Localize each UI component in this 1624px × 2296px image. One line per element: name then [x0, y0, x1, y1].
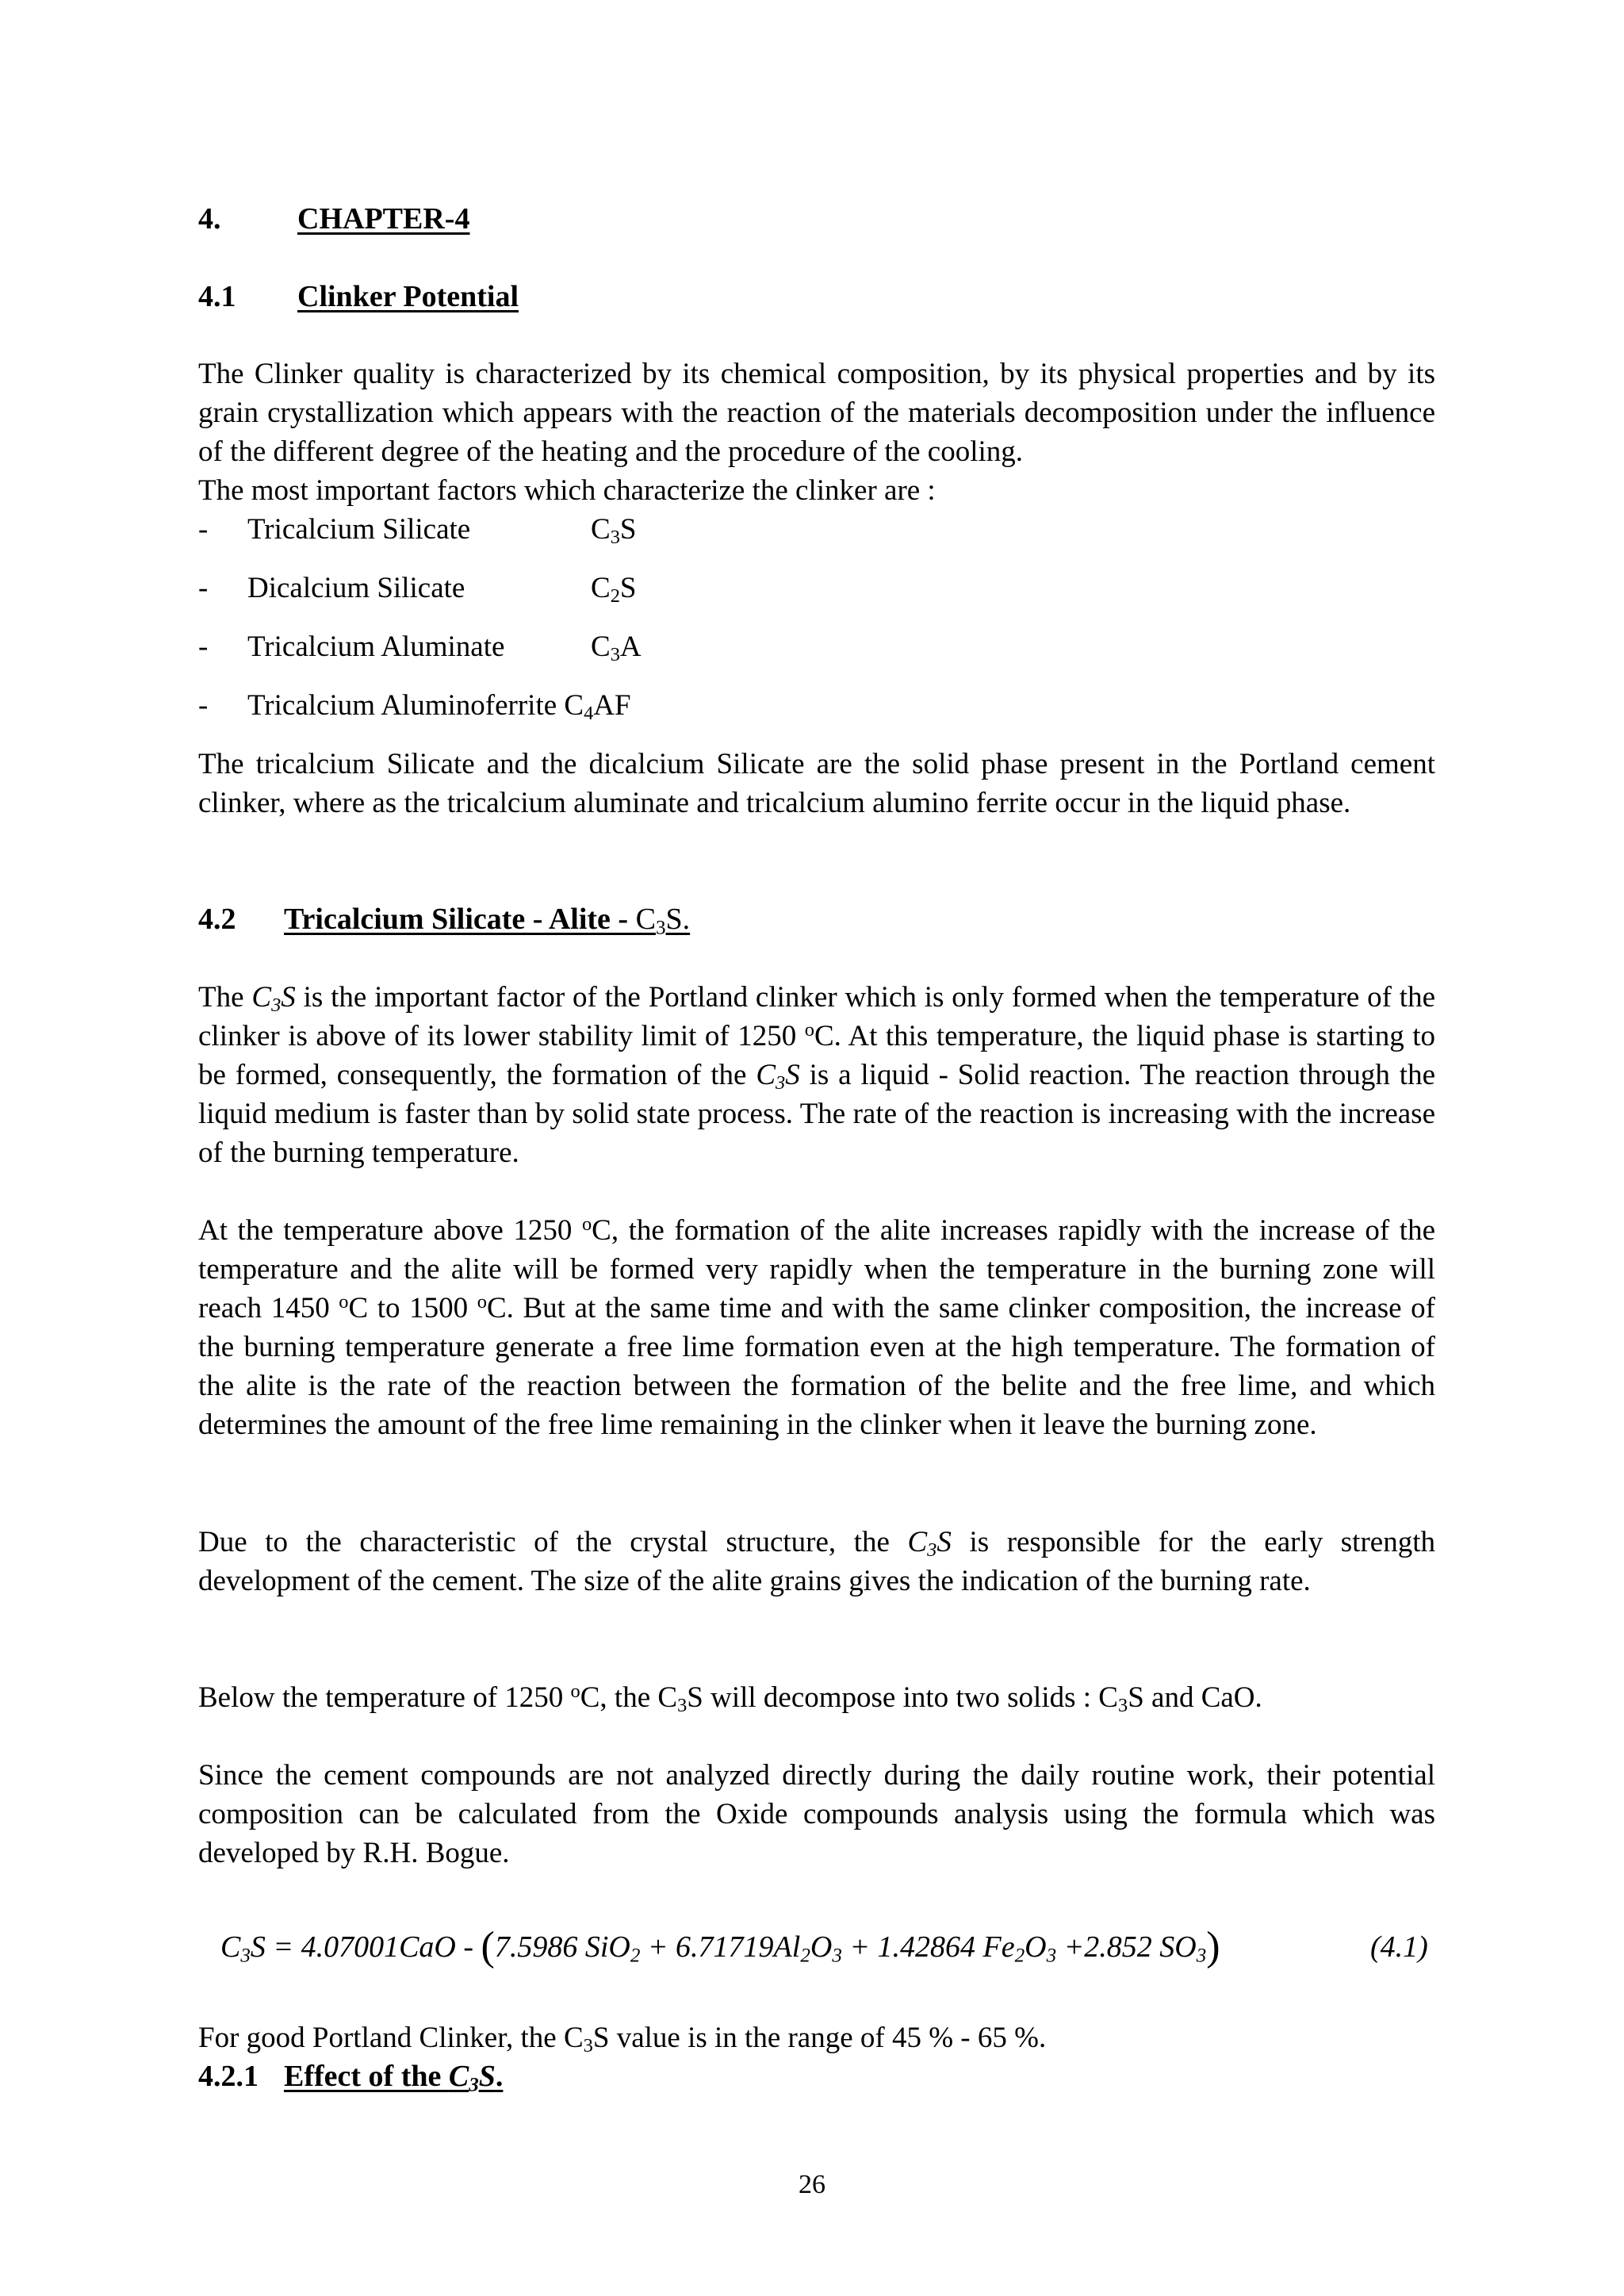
section-4-2-number: 4.2	[198, 903, 236, 936]
section-4-2-1-number: 4.2.1	[198, 2060, 259, 2093]
page-number: 26	[799, 2170, 825, 2199]
crystal-structure-paragraph: Due to the characteristic of the crystal structure, the $C_3S$ is responsible for the early strength development of the cement. The size of the alite grains gives the indication of the burning rate.	[198, 1526, 1435, 1597]
chapter-number: 4.	[198, 202, 221, 236]
c3s-range-text: For good Portland Clinker, the $C_3S$ value is in the range of 45 % - 65 %.	[198, 2022, 1047, 2057]
section-4-1-number: 4.1	[198, 280, 236, 313]
alite-formation-paragraph: The $C_3S$ is the important factor of the Portland clinker which is only formed when the temperature of the clinker is above of its lower stability limit of 1250 $^o$C. At this temperature, the liquid phase is starting to be formed, consequently, the formation of the $C_3S$ is a liquid - Solid reaction. The reaction through the liquid medium is faster than by solid state process. The rate of the reaction is increasing with the increase of the burning temperature.	[198, 981, 1436, 1169]
section-4-2-title: Tricalcium Silicate - Alite -	[284, 903, 636, 936]
bogue-equation: $C_3S = 4.07001CaO - (7.5986$ $SiO_2 + 6.71719Al_2O_3 + 1.42864$ $Fe_2O_3 +2.852$ $SO_3$) (4.1)	[220, 1924, 1428, 1969]
phase-paragraph: The tricalcium Silicate and the dicalcium Silicate are the solid phase present in the Portland cement clinker, where as the tricalcium aluminate and tricalcium alumino ferrite occur in the liquid phase.	[198, 748, 1435, 819]
section-4-2-1-title: Effect of the	[284, 2060, 449, 2093]
section-4-1-title: Clinker Potential	[297, 280, 519, 313]
alite-temperature-paragraph: At the temperature above 1250 $^o$C, the formation of the alite increases rapidly with the increase of the temperature and the alite will be formed very rapidly when the temperature in the burning zone will reach 1450 $^o$C to 1500 $^o$C. But at the same time and with the same clinker composition, the increase of the burning temperature generate a free lime formation even at the high temperature. The formation of the alite is the rate of the reaction between the formation of the belite and the free lime, and which determines the amount of the free lime remaining in the clinker when it leave the burning zone.	[198, 1213, 1435, 1441]
section-4-2-1-heading: 4.2.1 Effect of the $C_3S$.	[198, 2057, 1435, 2096]
chapter-title: CHAPTER-4	[297, 202, 470, 236]
section-4-2-heading: 4.2 Tricalcium Silicate - Alite - $C_3S$.	[198, 900, 1435, 939]
section-4-1-heading	[198, 278, 1435, 316]
decomposition-paragraph: Below the temperature of 1250 $^o$C, the $C_3S$ will decompose into two solids : $C_3S$ and CaO.	[198, 1680, 1262, 1717]
chapter-heading	[198, 200, 1435, 239]
factors-lead-text: The most important factors which characterize the clinker are :	[198, 474, 936, 507]
equation-number: (4.1)	[1370, 1930, 1428, 1964]
clinker-intro-paragraph: The Clinker quality is characterized by its chemical composition, by its physical properties and by its grain crystallization which appears with the reaction of the materials decomposition under the influence of the different degree of the heating and the procedure of the cooling.	[198, 358, 1435, 468]
document-page: 4. CHAPTER-4 4.1 Clinker Potential The Clinker quality is characterized by its chemical composition, by its physical properties and by its grain crystallization which appears with the reaction of the materials decomposition under the influence of the different degree of the heating and the procedure of the cooling. The most important factors which characterize the clinker are : - Tricalcium Silicate $C_3S$ - Dicalcium Silicate $C_2S$ - Tricalcium Aluminate $C_3A$ - Tricalcium Aluminoferrite $C_4AF$ The tricalcium Silicate and the dicalcium Silicate are the solid phase present in the Portland cement clinker, where as the tricalcium aluminate and tricalcium alumino ferrite occur in the liquid phase. 4.2 Tricalcium Silicate - Alite - $C_3S$. The $C_3S$ is the important factor of the Portland clinker which is only formed when the temperature of the clinker is above of its lower stability limit of 1250 $^o$C. At this temperature, the liquid phase is starting to be formed, consequently, the formation of the $C_3S$ is a liquid - Solid reaction. The reaction through the liquid medium is faster than by solid state process. The rate of the reaction is increasing with the increase of the burning temperature. At the temperature above 1250 $^o$C, the formation of the alite increases rapidly with the increase of the temperature and the alite will be formed very rapidly when the temperature in the burning zone will reach 1450 $^o$C to 1500 $^o$C. But at the same time and with the same clinker composition, the increase of the burning temperature generate a free lime formation even at the high temperature. The formation of the alite is the rate of the reaction between the formation of the belite and the free lime, and which determines the amount of the free lime remaining in the clinker when it leave the burning zone. Due to the characteristic of the crystal structure, the $C_3S$ is responsible for the early strength development of the cement. The size of the alite grains gives the indication of the burning rate. Below the temperature of 1250 $^o$C, the $C_3S$ will decompose into two solids : $C_3S$ and CaO. Since the cement compounds are not analyzed directly during the daily routine work, their potential composition can be calculated from the Oxide compounds analysis using the formula which was developed by R.H. Bogue. $C_3S = 4.07001CaO - (7.5986$ $SiO_2 + 6.71719Al_2O_3 + 1.42864$ $Fe_2O_3 +2.852$ $SO_3$) (4.1) For good Portland Clinker, the $C_3S$ value is in the range of 45 % - 65 %. 4.2.1 Effect of the $C_3S$. 26	[0, 0, 1624, 2296]
bogue-paragraph: Since the cement compounds are not analyzed directly during the daily routine work, their potential composition can be calculated from the Oxide compounds analysis using the formula which was developed by R.H. Bogue.	[198, 1759, 1435, 1869]
